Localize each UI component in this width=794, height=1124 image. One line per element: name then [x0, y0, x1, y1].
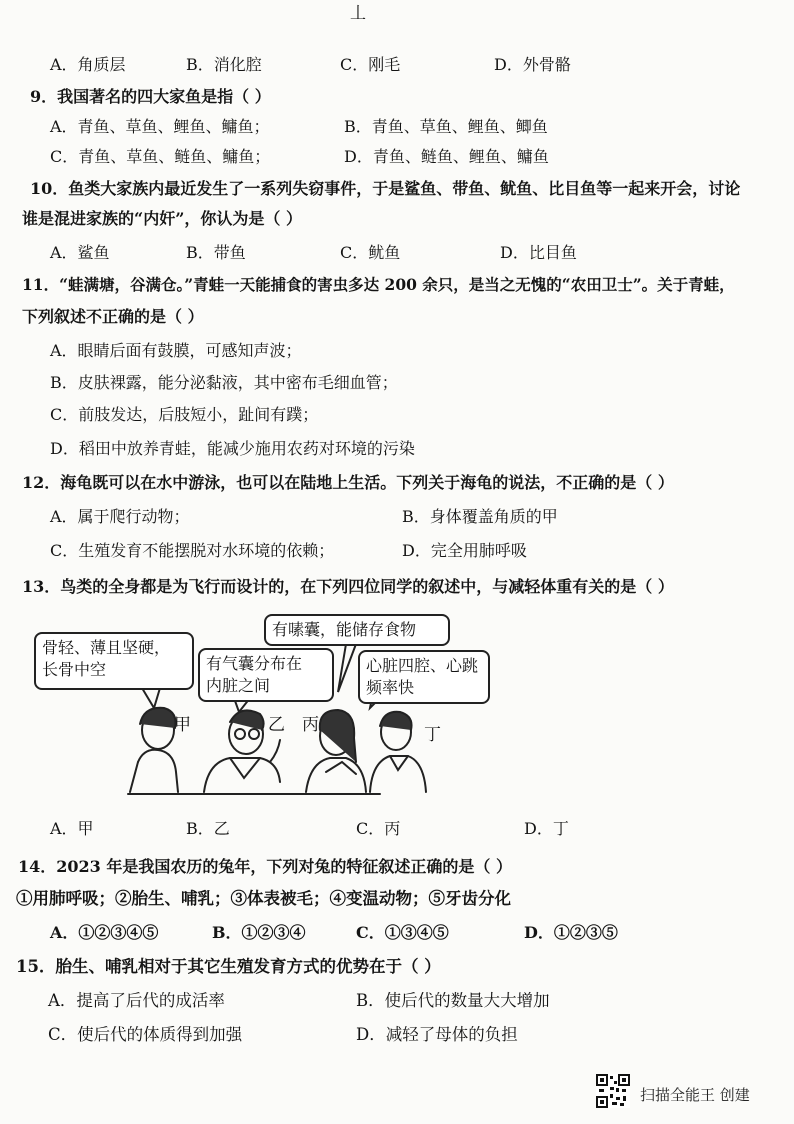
label-bing: 丙 [302, 715, 319, 735]
q11-stem-line1: 11．“蛙满塘，谷满仓。”青蛙一天能捕食的害虫多达 200 余只，是当之无愧的“农田卫士”。关于青蛙， [22, 275, 735, 294]
q15-option-d: D．减轻了母体的负担 [356, 1025, 518, 1044]
q9-stem: 9．我国著名的四大家鱼是指（ ） [30, 87, 271, 106]
q12-option-b: B．身体覆盖角质的甲 [402, 507, 558, 526]
q15-option-b: B．使后代的数量大大增加 [356, 991, 550, 1010]
q12-option-c: C．生殖发育不能摆脱对水环境的依赖； [50, 541, 335, 560]
q13-option-a: A．甲 [50, 819, 94, 838]
q11-option-b: B．皮肤裸露，能分泌黏液，其中密布毛细血管； [50, 373, 398, 392]
q10-option-a: A．鲨鱼 [50, 243, 110, 262]
q15-stem: 15．胎生、哺乳相对于其它生殖发育方式的优势在于（ ） [16, 957, 441, 976]
q11-option-a: A．眼睛后面有鼓膜，可感知声波； [50, 341, 302, 360]
q9-option-c: C．青鱼、草鱼、鲢鱼、鳙鱼； [50, 147, 271, 166]
bubble-jia-line2: 长骨中空 [42, 660, 107, 679]
top-mark: 丄 [350, 3, 367, 22]
q10-option-c: C．鱿鱼 [340, 243, 401, 262]
q14-stem: 14．2023 年是我国农历的兔年，下列对兔的特征叙述正确的是（ ） [18, 857, 512, 876]
q10-option-d: D．比目鱼 [500, 243, 577, 262]
q8-option-b: B．消化腔 [186, 55, 262, 74]
q9-option-d: D．青鱼、鲢鱼、鲤鱼、鳙鱼 [344, 147, 549, 166]
q9-option-a: A．青鱼、草鱼、鲤鱼、鳙鱼； [50, 117, 270, 136]
q11-option-c: C．前肢发达，后肢短小，趾间有蹼； [50, 405, 319, 424]
bubble-ding-line1: 心脏四腔、心跳 [366, 656, 479, 675]
q13-stem: 13．鸟类的全身都是为飞行而设计的，在下列四位同学的叙述中，与减轻体重有关的是（ ） [22, 577, 674, 596]
q10-stem-line1: 10．鱼类大家族内最近发生了一系列失窃事件，于是鲨鱼、带鱼、鱿鱼、比目鱼等一起来开会，讨论 [30, 179, 741, 198]
q14-option-d: D．①②③⑤ [524, 923, 618, 942]
q12-option-d: D．完全用肺呼吸 [402, 541, 527, 560]
q14-option-a: A．①②③④⑤ [50, 923, 159, 942]
bubble-yi-line1: 有气囊分布在 [206, 654, 303, 673]
qr-code-icon [596, 1074, 630, 1108]
bubble-bing [264, 614, 450, 646]
q14-option-b: B．①②③④ [212, 923, 306, 942]
q12-option-a: A．属于爬行动物； [50, 507, 190, 526]
label-ding: 丁 [424, 725, 441, 745]
q9-option-b: B．青鱼、草鱼、鲤鱼、鲫鱼 [344, 117, 548, 136]
scanner-credit: 扫描全能王 创建 [640, 1086, 750, 1104]
q12-stem: 12．海龟既可以在水中游泳，也可以在陆地上生活。下列关于海龟的说法，不正确的是（ ） [22, 473, 674, 492]
bubble-jia [34, 632, 194, 690]
q14-items: ①用肺呼吸；②胎生、哺乳；③体表被毛；④变温动物；⑤牙齿分化 [16, 889, 511, 908]
q8-option-c: C．刚毛 [340, 55, 401, 74]
q10-option-b: B．带鱼 [186, 243, 246, 262]
q13-option-c: C．丙 [356, 819, 401, 838]
bubble-ding [358, 650, 490, 704]
bubble-jia-line1: 骨轻、薄且坚硬， [42, 638, 171, 657]
q14-option-c: C．①③④⑤ [356, 923, 449, 942]
label-jia: 甲 [174, 715, 191, 735]
q8-option-a: A．角质层 [50, 55, 126, 74]
bubble-bing-line1: 有嗉囊，能储存食物 [272, 620, 417, 639]
q15-option-c: C．使后代的体质得到加强 [48, 1025, 243, 1044]
label-yi: 乙 [268, 715, 285, 735]
q13-option-d: D．丁 [524, 819, 569, 838]
q11-option-d: D．稻田中放养青蛙，能减少施用农药对环境的污染 [50, 439, 415, 458]
q8-option-d: D．外骨骼 [494, 55, 571, 74]
bubble-yi [198, 648, 334, 702]
bubble-ding-line2: 频率快 [366, 678, 415, 697]
q13-option-b: B．乙 [186, 819, 230, 838]
q11-stem-line2: 下列叙述不正确的是（ ） [22, 307, 204, 326]
q15-option-a: A．提高了后代的成活率 [48, 991, 225, 1010]
q10-stem-line2: 谁是混进家族的“内奸”，你认为是（ ） [22, 209, 302, 228]
q13-illustration [34, 612, 490, 802]
bubble-yi-line2: 内脏之间 [206, 676, 271, 695]
